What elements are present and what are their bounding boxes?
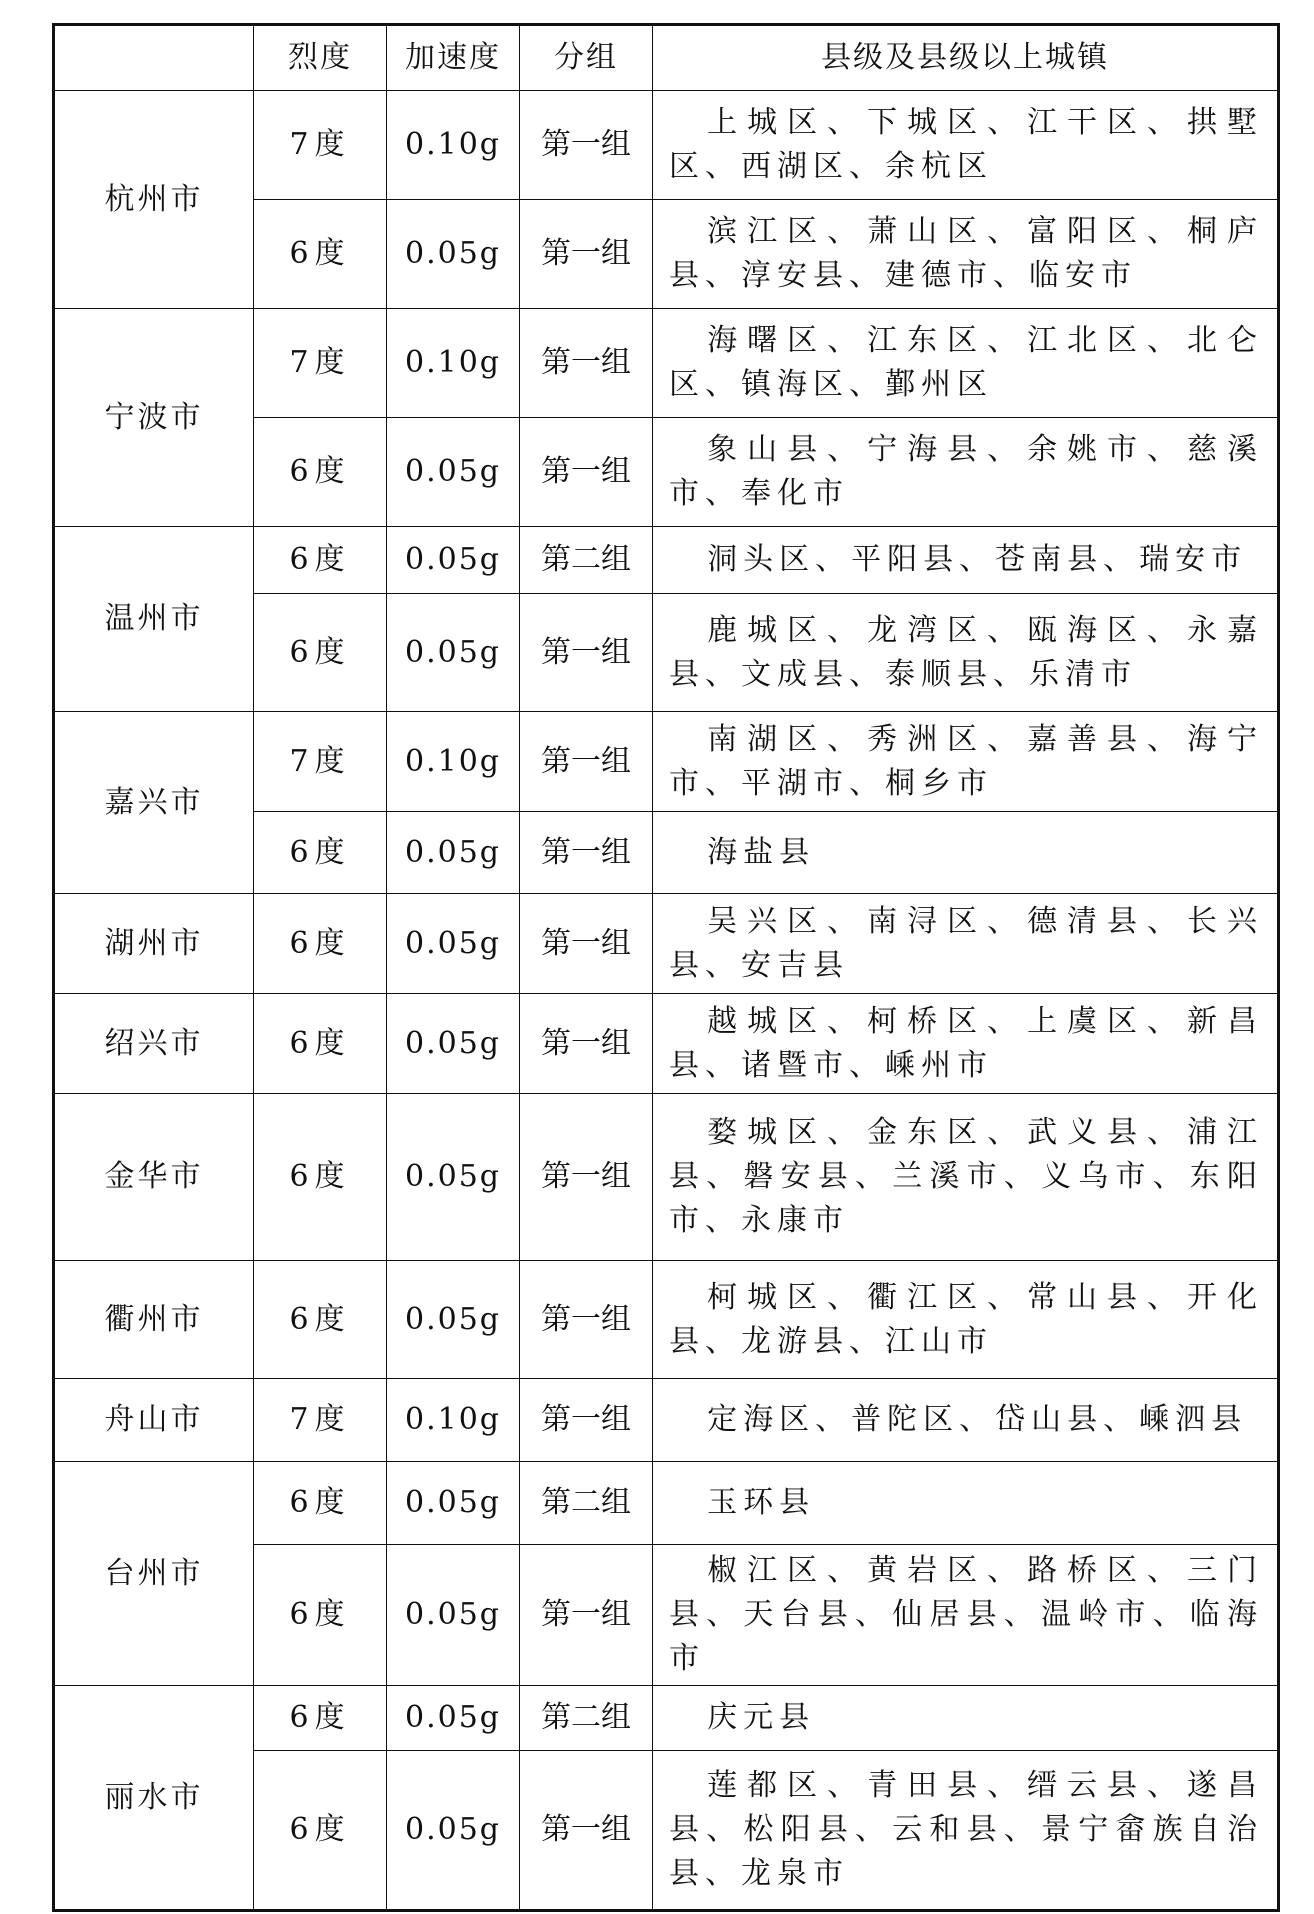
towns-cell [653, 1379, 1279, 1462]
acceleration-cell: 0.05g [387, 418, 520, 527]
city-cell-jinhua: 金华市 [54, 1094, 254, 1261]
towns-text: 海盐县 [707, 834, 816, 870]
towns-cell [653, 309, 1279, 418]
group-cell: 第一组 [520, 894, 653, 994]
intensity-cell: 7度 [254, 712, 387, 812]
acceleration-cell: 0.05g [387, 200, 520, 309]
intensity-cell: 6度 [254, 1094, 387, 1261]
group-cell: 第二组 [520, 527, 653, 594]
table-row [54, 527, 1279, 594]
towns-cell [653, 594, 1279, 712]
acceleration-cell: 0.05g [387, 1751, 520, 1911]
acceleration-cell: 0.05g [387, 1261, 520, 1379]
towns-text: 定海区、普陀区、岱山县、嵊泗县 [707, 1402, 1248, 1437]
group-cell: 第一组 [520, 1379, 653, 1462]
towns-text: 象山县、宁海县、余姚市、慈溪市、奉化市 [669, 432, 1263, 511]
towns-cell [653, 1545, 1279, 1686]
acceleration-cell: 0.05g [387, 994, 520, 1094]
city-cell-ningbo: 宁波市 [54, 309, 254, 527]
table-row [54, 91, 1279, 200]
table-row [54, 1686, 1279, 1751]
city-cell-huzhou: 湖州市 [54, 894, 254, 994]
acceleration-cell: 0.05g [387, 894, 520, 994]
towns-text: 上城区、下城区、江干区、拱墅区、西湖区、余杭区 [669, 105, 1263, 184]
acceleration-cell: 0.05g [387, 1462, 520, 1545]
intensity-cell: 7度 [254, 309, 387, 418]
group-cell: 第二组 [520, 1686, 653, 1751]
city-cell-taizhou: 台州市 [54, 1462, 254, 1686]
group-cell: 第一组 [520, 309, 653, 418]
header-towns: 县级及县级以上城镇 [653, 25, 1279, 91]
city-cell-jiaxing: 嘉兴市 [54, 712, 254, 894]
towns-text: 吴兴区、南浔区、德清县、长兴县、安吉县 [669, 903, 1263, 983]
intensity-cell: 7度 [254, 1379, 387, 1462]
header-acceleration: 加速度 [387, 25, 520, 91]
towns-cell [653, 91, 1279, 200]
acceleration-cell: 0.05g [387, 1686, 520, 1751]
city-cell-wenzhou: 温州市 [54, 527, 254, 712]
towns-text: 越城区、柯桥区、上虞区、新昌县、诸暨市、嵊州市 [669, 1003, 1263, 1083]
acceleration-cell: 0.10g [387, 309, 520, 418]
group-cell: 第一组 [520, 1751, 653, 1911]
towns-text: 柯城区、衢江区、常山县、开化县、龙游县、江山市 [669, 1279, 1263, 1359]
intensity-cell: 6度 [254, 1261, 387, 1379]
table-row [54, 1261, 1279, 1379]
towns-cell [653, 894, 1279, 994]
acceleration-cell: 0.05g [387, 527, 520, 594]
group-cell: 第一组 [520, 1261, 653, 1379]
table-row [54, 894, 1279, 994]
towns-text: 莲都区、青田县、缙云县、遂昌县、松阳县、云和县、景宁畲族自治县、龙泉市 [669, 1768, 1263, 1891]
acceleration-cell: 0.10g [387, 1379, 520, 1462]
city-cell-hangzhou: 杭州市 [54, 91, 254, 309]
table-row [54, 309, 1279, 418]
group-cell: 第一组 [520, 1545, 653, 1686]
intensity-cell: 6度 [254, 994, 387, 1094]
towns-cell [653, 712, 1279, 812]
intensity-cell: 6度 [254, 1462, 387, 1545]
intensity-cell: 6度 [254, 527, 387, 594]
acceleration-cell: 0.05g [387, 1094, 520, 1261]
towns-cell [653, 812, 1279, 894]
group-cell: 第一组 [520, 812, 653, 894]
seismic-zoning-table [52, 23, 1280, 1912]
towns-cell [653, 1094, 1279, 1261]
towns-text: 南湖区、秀洲区、嘉善县、海宁市、平湖市、桐乡市 [669, 721, 1263, 801]
header-city [54, 25, 254, 91]
acceleration-cell: 0.10g [387, 712, 520, 812]
table-row [54, 1379, 1279, 1462]
towns-cell [653, 1686, 1279, 1751]
header-intensity: 烈度 [254, 25, 387, 91]
towns-cell [653, 418, 1279, 527]
towns-text: 洞头区、平阳县、苍南县、瑞安市 [707, 542, 1248, 577]
intensity-cell: 6度 [254, 1545, 387, 1686]
towns-cell [653, 1751, 1279, 1911]
group-cell: 第二组 [520, 1462, 653, 1545]
acceleration-cell: 0.05g [387, 594, 520, 712]
towns-text: 鹿城区、龙湾区、瓯海区、永嘉县、文成县、泰顺县、乐清市 [669, 612, 1263, 692]
city-cell-quzhou: 衢州市 [54, 1261, 254, 1379]
towns-text: 滨江区、萧山区、富阳区、桐庐县、淳安县、建德市、临安市 [669, 214, 1263, 293]
group-cell: 第一组 [520, 994, 653, 1094]
towns-text: 玉环县 [707, 1485, 816, 1520]
intensity-cell: 6度 [254, 812, 387, 894]
towns-cell [653, 994, 1279, 1094]
table-row [54, 1462, 1279, 1545]
city-cell-shaoxing: 绍兴市 [54, 994, 254, 1094]
group-cell: 第一组 [520, 200, 653, 309]
intensity-cell: 6度 [254, 894, 387, 994]
city-cell-zhoushan: 舟山市 [54, 1379, 254, 1462]
towns-cell [653, 200, 1279, 309]
towns-text: 庆元县 [707, 1700, 816, 1735]
header-row [54, 25, 1279, 91]
intensity-cell: 6度 [254, 1751, 387, 1911]
table-row [54, 1094, 1279, 1261]
towns-cell [653, 527, 1279, 594]
intensity-cell: 7度 [254, 91, 387, 200]
intensity-cell: 6度 [254, 594, 387, 712]
city-cell-lishui: 丽水市 [54, 1686, 254, 1911]
intensity-cell: 6度 [254, 418, 387, 527]
group-cell: 第一组 [520, 418, 653, 527]
group-cell: 第一组 [520, 594, 653, 712]
towns-text: 婺城区、金东区、武义县、浦江县、磐安县、兰溪市、义乌市、东阳市、永康市 [669, 1115, 1263, 1238]
towns-cell [653, 1462, 1279, 1545]
group-cell: 第一组 [520, 1094, 653, 1261]
acceleration-cell: 0.05g [387, 812, 520, 894]
acceleration-cell: 0.10g [387, 91, 520, 200]
table-row [54, 994, 1279, 1094]
acceleration-cell: 0.05g [387, 1545, 520, 1686]
intensity-cell: 6度 [254, 1686, 387, 1751]
towns-text: 海曙区、江东区、江北区、北仑区、镇海区、鄞州区 [669, 323, 1263, 402]
table-row [54, 712, 1279, 812]
header-group: 分组 [520, 25, 653, 91]
towns-text: 椒江区、黄岩区、路桥区、三门县、天台县、仙居县、温岭市、临海市 [669, 1553, 1263, 1676]
intensity-cell: 6度 [254, 200, 387, 309]
group-cell: 第一组 [520, 91, 653, 200]
group-cell: 第一组 [520, 712, 653, 812]
towns-cell [653, 1261, 1279, 1379]
